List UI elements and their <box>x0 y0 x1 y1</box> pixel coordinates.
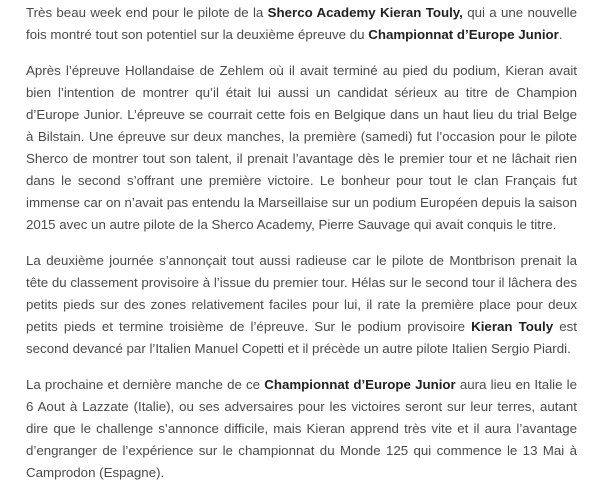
p4-bold-championship: Championnat d’Europe Junior <box>264 377 456 392</box>
p1-text-2: qui a une nouvelle fois montré tout son potentiel sur la deuxième épreuve du <box>26 5 578 42</box>
p3-text-2: est second devancé par l’Italien Manuel Copetti et il précède un autre pilote Italien Sergio Piardi. <box>26 319 577 356</box>
p3-bold-name: Kieran Touly <box>471 319 554 334</box>
p3-text-1: La deuxième journée s’annonçait tout aussi radieuse car le pilote de Montbrison prenait la tête du classement provisoire à l’issue du premier tour. Hélas sur le second tour il lâchera des petits pieds sur des zones relativement faciles pour lui, il rate la première place pour deux petits pieds et termine troisième de l’épreuve. Sur le podium provisoire <box>26 253 577 334</box>
p4-text-2: aura lieu en Italie le 6 Aout à Lazzate (Italie), ou ses adversaires pour les victoires seront sur leur terres, autant dire que le challenge s’annonce difficile, mais Kieran apprend très vite et il aura l’avantage d’engranger de l’expérience sur le championnat du Monde 125 qui commence le 13 Mai à Camprodon (Espagne). <box>26 377 577 480</box>
paragraph-4 <box>26 374 577 484</box>
p1-text-3: . <box>558 27 563 42</box>
p4-text-1: La prochaine et dernière manche de ce <box>26 377 265 392</box>
p1-bold-championship: Championnat d’Europe Junior <box>368 27 559 42</box>
paragraph-3 <box>26 250 577 360</box>
paragraph-1 <box>26 2 577 46</box>
p1-text-1: Très beau week end pour le pilote de la <box>26 5 268 20</box>
paragraph-2: Après l’épreuve Hollandaise de Zehlem où il avait terminé au pied du podium, Kieran avait bien l’intention de montrer qu’il était lui aussi un candidat sérieux au titre de Champion d’Europe Junior. L’épreuve se courrait cette fois en Belgique dans un haut lieu du trial Belge à Bilstain. Une épreuve sur deux manches, la première (samedi) fut l’occasion pour le pilote Sherco de montrer tout son talent, il prenait l’avantage dès le premier tour et ne lâchait rien dans le second s’offrant une première victoire. Le bonheur pour tout le clan Français fut immense car on n’avait pas entendu la Marseillaise sur un podium Européen depuis la saison 2015 avec un autre pilote de la Sherco Academy, Pierre Sauvage qui avait conquis le titre. <box>26 63 577 232</box>
p1-bold-name: Sherco Academy Kieran Touly, <box>267 5 463 20</box>
